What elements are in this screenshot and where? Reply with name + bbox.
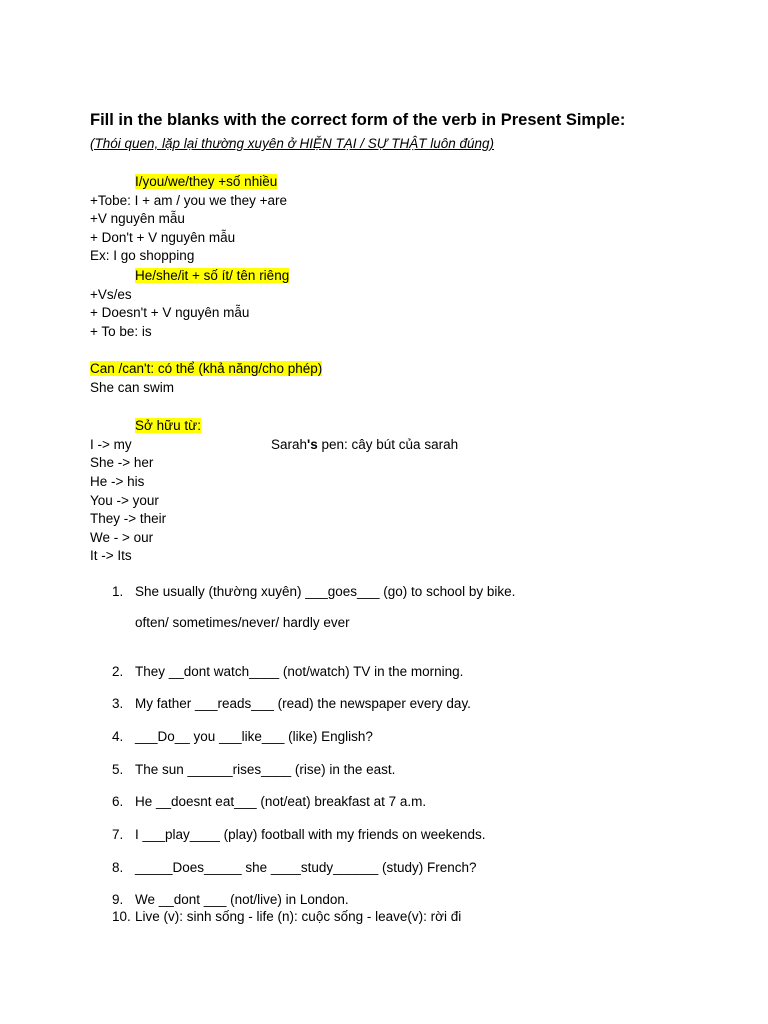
exercise-text: I ___play____ (play) football with my friends on weekends. [135,827,486,842]
exercise-item [112,827,485,843]
possessive-item: It -> Its [90,548,132,563]
exercise-text: She usually (thường xuyên) ___goes___ (go) to school by bike. [135,584,516,599]
exercise-item [112,860,477,876]
singular-line: + To be: is [90,324,152,339]
exercise-number: 8. [112,860,124,875]
exercise-item [112,664,463,680]
exercise-item [112,584,515,600]
can-heading: Can /can't: có thể (khả năng/cho phép) [90,361,323,376]
possessive-item: He -> his [90,474,145,489]
exercise-text: They __dont watch____ (not/watch) TV in the morning. [135,664,464,679]
exercise-item [112,729,373,745]
exercise-number: 5. [112,762,124,777]
possessive-heading: Sở hữu từ: [135,418,201,433]
exercise-number: 10. [112,909,131,924]
singular-line: + Doesn't + V nguyên mẫu [90,305,250,320]
exercise-text: ___Do__ you ___like___ (like) English? [135,729,373,744]
possessive-item: We - > our [90,530,154,545]
plural-example: Ex: I go shopping [90,248,195,263]
exercise-text: My father ___reads___ (read) the newspaper every day. [135,696,471,711]
plural-line: +Tobe: I + am / you we they +are [90,193,287,208]
exercise-number: 6. [112,794,124,809]
exercise-item [112,794,426,810]
exercise-number: 1. [112,584,124,599]
exercise-item [112,892,349,908]
exercise-number: 3. [112,696,124,711]
exercise-item [112,762,395,778]
page-subtitle: (Thói quen, lặp lại thường xuyên ở HIỆN TẠI / SỰ THẬT luôn đúng) [90,136,495,151]
can-example: She can swim [90,380,175,395]
exercise-number: 2. [112,664,124,679]
sarah-example: Sarah's pen: cây bút của sarah [271,437,459,452]
exercise-text: _____Does_____ she ____study______ (study) French? [135,860,477,875]
exercise-item [112,909,461,925]
exercise-text: Live (v): sinh sống - life (n): cuộc sống - leave(v): rời đi [135,909,462,924]
possessive-item: I -> my [90,437,132,452]
plural-line: + Don't + V nguyên mẫu [90,230,236,245]
exercise-text: He __doesnt eat___ (not/eat) breakfast at 7 a.m. [135,794,427,809]
exercise-number: 9. [112,892,124,907]
singular-heading: He/she/it + số ít/ tên riêng [135,268,290,283]
page-title: Fill in the blanks with the correct form of the verb in Present Simple: [90,111,626,129]
exercise-item [112,696,471,712]
possessive-item: You -> your [90,493,159,508]
exercise-number: 4. [112,729,124,744]
plural-line: +V nguyên mẫu [90,211,185,226]
exercise-note: often/ sometimes/never/ hardly ever [135,615,350,630]
exercise-number: 7. [112,827,124,842]
plural-heading: I/you/we/they +số nhiều [135,174,278,189]
possessive-item: She -> her [90,455,154,470]
exercise-text: We __dont ___ (not/live) in London. [135,892,349,907]
possessive-item: They -> their [90,511,167,526]
exercise-text: The sun ______rises____ (rise) in the east. [135,762,396,777]
singular-line: +Vs/es [90,287,132,302]
